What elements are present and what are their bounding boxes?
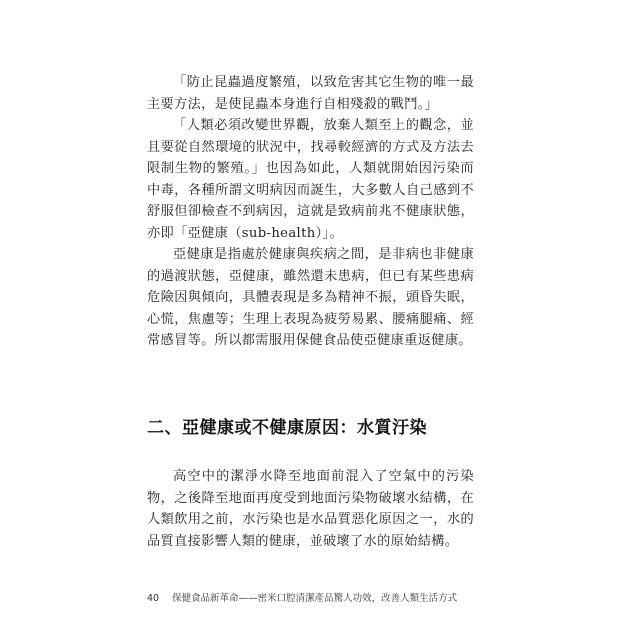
paragraph-worldview-sub-health: 「人類必須改變世界觀，放棄人類至上的觀念，並且要從自然環境的狀況中，找尋較經濟的方式及方法去限制生物的繁殖。」也因為如此，人類就開始因污染而中毒，各種所謂文明病因而誕生，大多數人自己感到不舒服但卻檢查不到病因，這就是致病前兆不健康狀態，亦即「亞健康（sub-health）」。 (147, 118, 474, 241)
paragraph-water-pollution: 高空中的潔淨水降至地面前混入了空氣中的污染物，之後降至地面再度受到地面污染物破壞水結構，在人類飲用之前，水污染也是水品質惡化原因之一，水的品質直接影響人類的健康，並破壞了水的原始結構。 (147, 469, 474, 549)
running-title: 保健食品新革命——密米口腔清潔產品驚人功效，改善人類生活方式 (172, 593, 458, 604)
body-text-bottom (147, 466, 474, 552)
page-number: 40 (147, 593, 160, 604)
paragraph-sub-health-definition: 亞健康是指處於健康與疾病之間，是非病也非健康的過渡狀態，亞健康，雖然還未患病，但已有某些患病危險因與傾向，具體表現是多為精神不振，頭昏失眠，心慌，焦慮等；生理上表現為疲勞易累、腰痛腿痛、經常感冒等。所以都需服用保健食品使亞健康重返健康。 (147, 247, 474, 348)
paragraph-quote-insects: 「防止昆蟲過度繁殖，以致危害其它生物的唯一最主要方法，是使昆蟲本身進行自相殘殺的戰鬥。」 (147, 75, 474, 112)
section-heading: 二、亞健康或不健康原因：水質汙染 (147, 418, 427, 438)
body-text-top (147, 72, 474, 352)
page-footer (147, 590, 457, 604)
